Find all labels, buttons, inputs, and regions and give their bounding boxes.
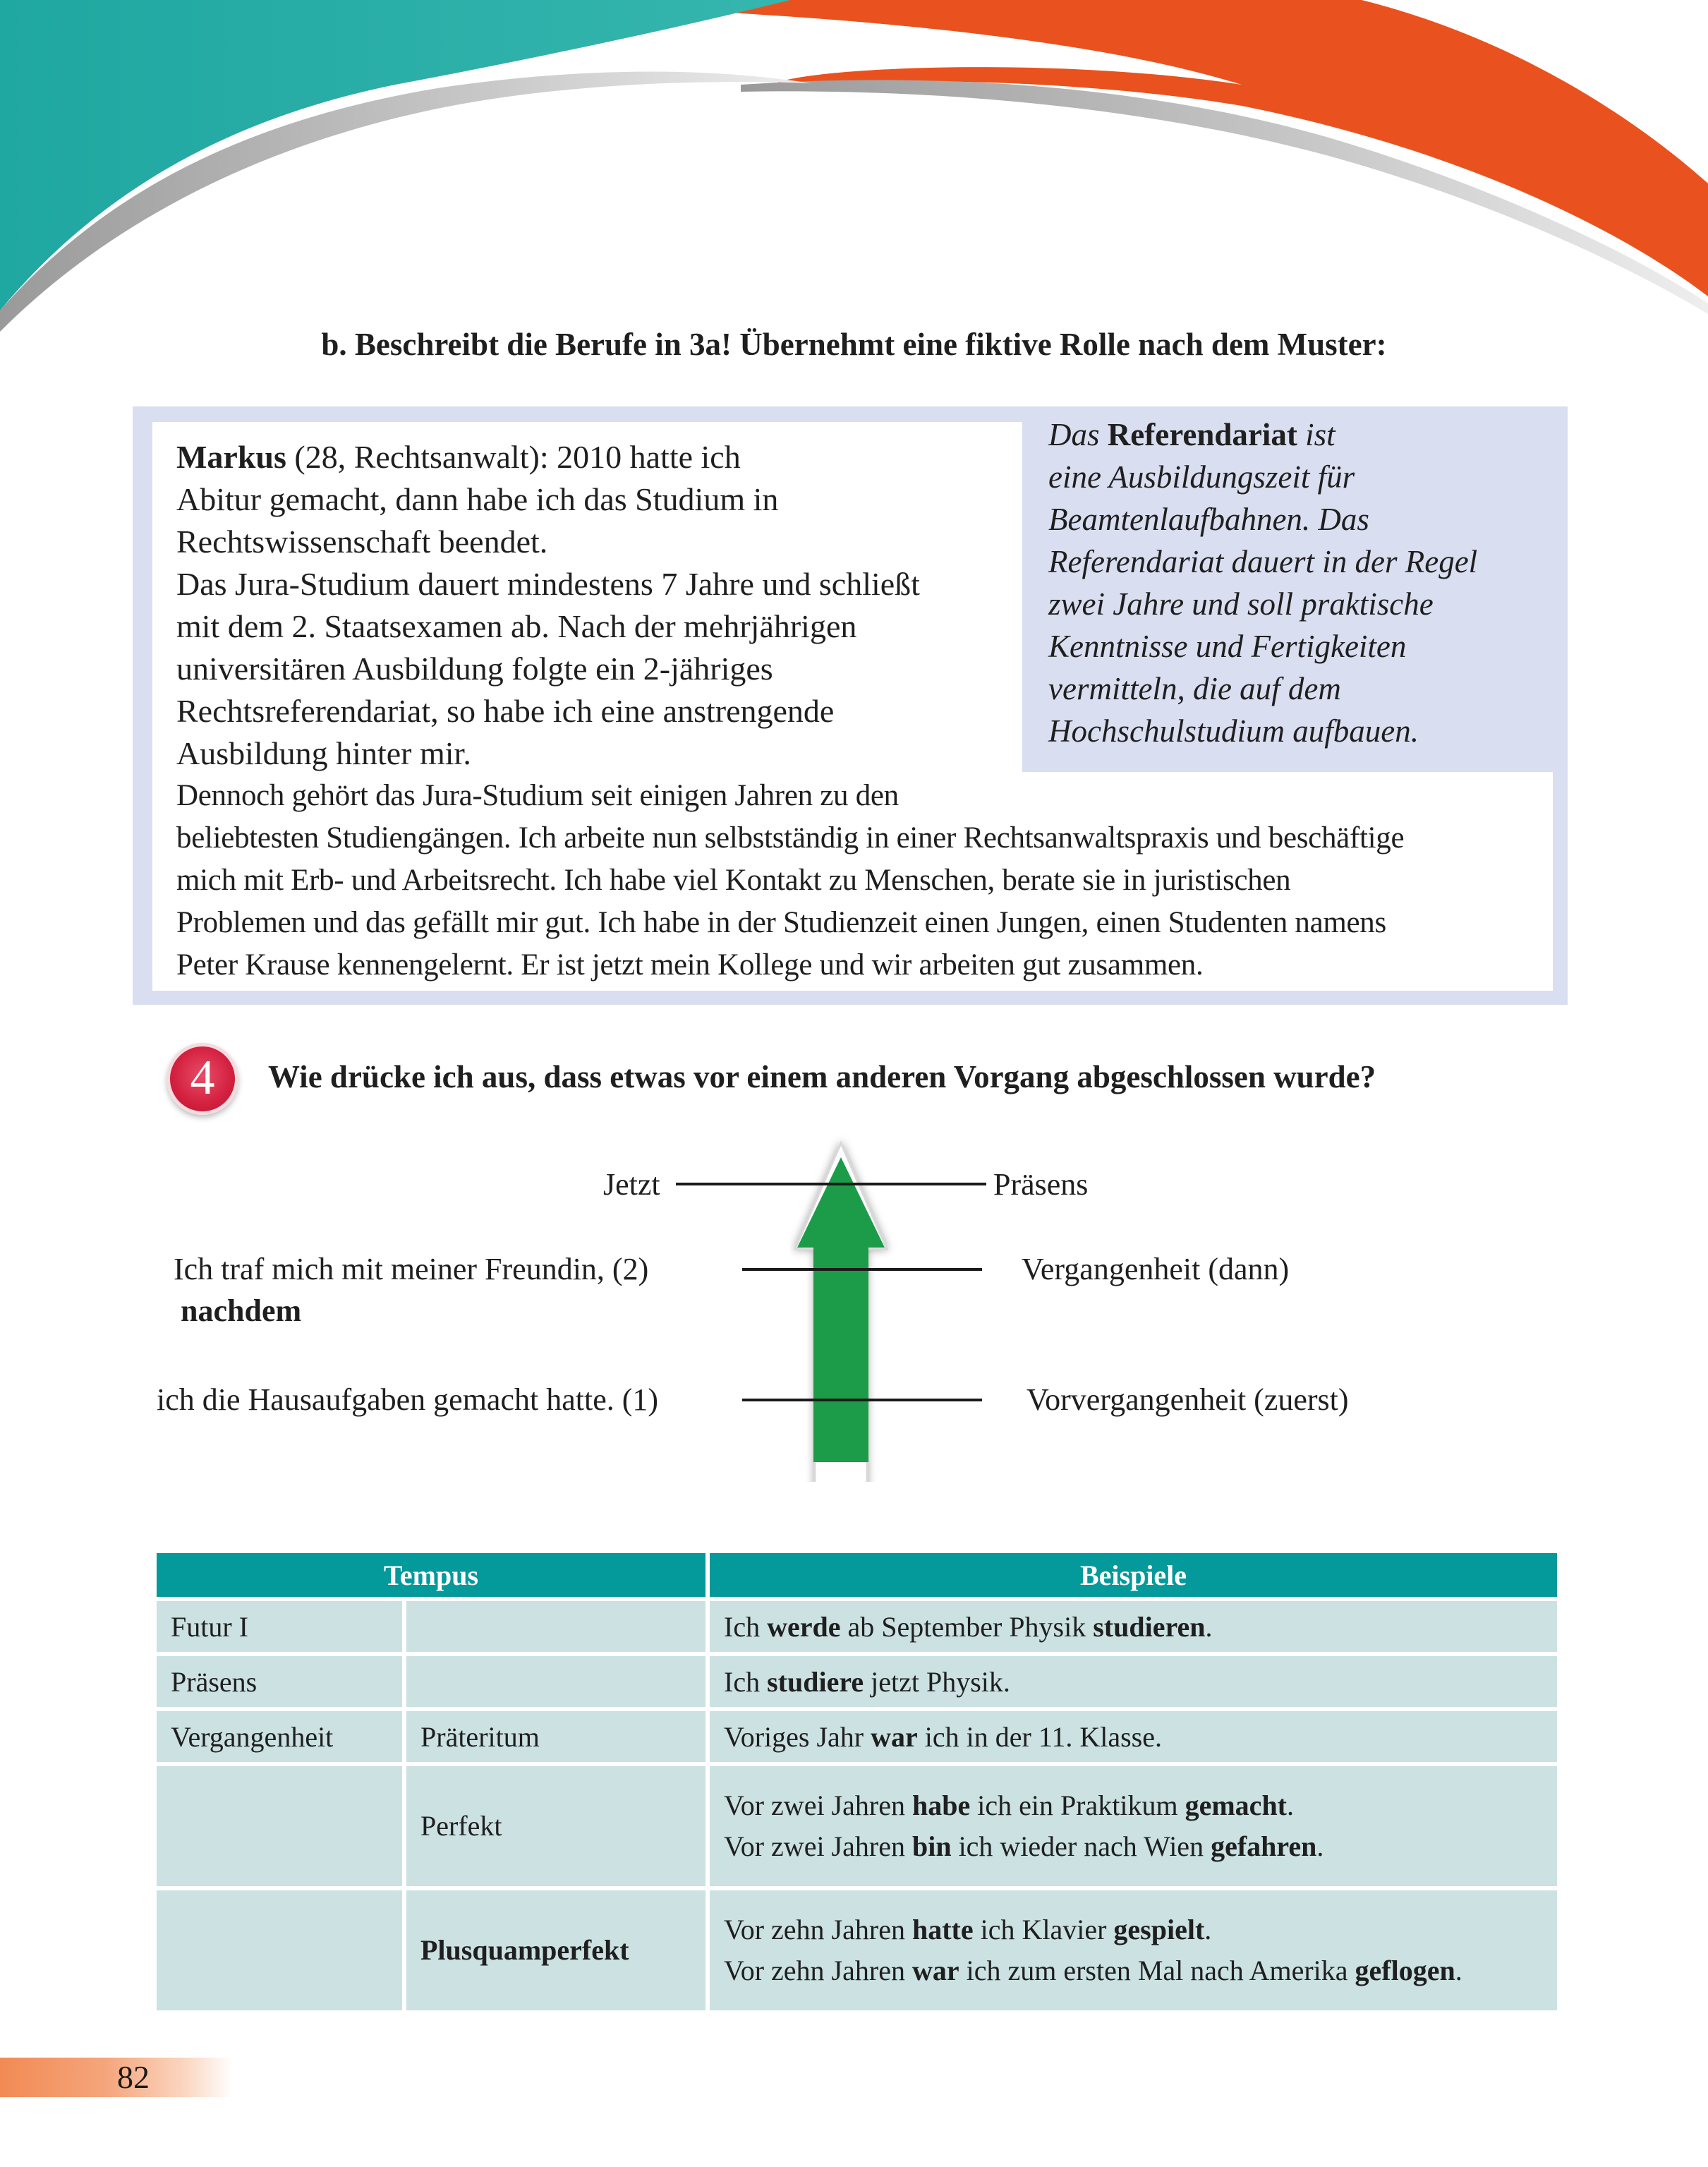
page-number-bar bbox=[0, 2058, 233, 2097]
example-sentence bbox=[724, 1720, 1543, 1753]
example-sentence bbox=[724, 1950, 1543, 1991]
example-text: . bbox=[1316, 1830, 1324, 1862]
example-sentence bbox=[724, 1826, 1543, 1867]
example-verb-form: hatte bbox=[911, 1914, 974, 1945]
example-verb-form: werde bbox=[767, 1610, 841, 1643]
example-cell bbox=[710, 1601, 1557, 1652]
header-decoration bbox=[0, 0, 1708, 332]
info-line: Kenntnisse und Fertigkeiten bbox=[1048, 629, 1407, 664]
info-line-1: Das Referendariat ist bbox=[1048, 417, 1335, 452]
example-text: ich in der 11. Klasse. bbox=[917, 1720, 1162, 1753]
info-line: Hochschulstudium aufbauen. bbox=[1048, 713, 1419, 749]
tense-cell: Plusquamperfekt bbox=[406, 1890, 705, 2010]
timeline-line-pluperfect bbox=[742, 1399, 982, 1401]
tempus-cell bbox=[157, 1890, 402, 2010]
table-row bbox=[157, 1766, 1557, 1886]
markus-line: Rechtsreferendariat, so habe ich eine anstrengende bbox=[176, 693, 835, 729]
table-row bbox=[157, 1656, 1557, 1707]
info-line: Referendariat dauert in der Regel bbox=[1048, 544, 1478, 579]
time-arrow bbox=[790, 1129, 917, 1482]
example-text: Voriges Jahr bbox=[724, 1720, 871, 1753]
label-praesens: Präsens bbox=[993, 1167, 1089, 1202]
example-sentence bbox=[724, 1909, 1543, 1950]
example-text: Ich bbox=[724, 1665, 768, 1698]
markus-line: Problemen und das gefällt mir gut. Ich habe in der Studienzeit einen Jungen, einen Studenten namens bbox=[176, 906, 1386, 939]
example-verb-form: gemacht bbox=[1185, 1789, 1288, 1821]
example-sentence bbox=[724, 1610, 1543, 1643]
example-text: ich wieder nach Wien bbox=[951, 1830, 1211, 1862]
example-text: Ich bbox=[724, 1610, 768, 1643]
example-text: . bbox=[1204, 1914, 1212, 1945]
markus-line: Rechtswissenschaft beendet. bbox=[176, 524, 548, 560]
exercise-number-badge: 4 bbox=[166, 1043, 238, 1115]
markus-line-1: Markus (28, Rechtsanwalt): 2010 hatte ich bbox=[176, 439, 741, 475]
table-row bbox=[157, 1711, 1557, 1762]
info-line: Beamtenlaufbahnen. Das bbox=[1048, 502, 1369, 537]
example-sentence-subclause: ich die Hausaufgaben gemacht hatte. (1) bbox=[157, 1382, 659, 1417]
example-text: Vor zwei Jahren bbox=[724, 1789, 912, 1821]
table-row bbox=[157, 1601, 1557, 1652]
table-row bbox=[157, 1890, 1557, 2010]
example-verb-form: geflogen bbox=[1355, 1955, 1455, 1986]
example-text: . bbox=[1205, 1610, 1213, 1643]
example-sentence bbox=[724, 1785, 1543, 1826]
tense-cell: Perfekt bbox=[406, 1766, 705, 1886]
timeline-line-past bbox=[742, 1268, 982, 1271]
page-number: 82 bbox=[117, 2059, 150, 2095]
referendariat-info-box bbox=[1048, 414, 1542, 752]
tense-cell: Präteritum bbox=[406, 1711, 705, 1762]
markus-line: universitären Ausbildung folgte ein 2-jähriges bbox=[176, 651, 773, 687]
markus-line: mit dem 2. Staatsexamen ab. Nach der mehrjährigen bbox=[176, 608, 857, 644]
example-text: jetzt Physik. bbox=[864, 1665, 1010, 1698]
example-text: ab September Physik bbox=[840, 1610, 1094, 1643]
table-header-row bbox=[157, 1553, 1557, 1597]
example-verb-form: bin bbox=[911, 1830, 952, 1862]
markus-line: mich mit Erb- und Arbeitsrecht. Ich habe viel Kontakt zu Menschen, berate sie in juristischen bbox=[176, 864, 1291, 897]
info-term: Referendariat bbox=[1107, 417, 1297, 452]
timeline-line-now bbox=[676, 1183, 986, 1185]
example-cell bbox=[710, 1766, 1557, 1886]
label-jetzt: Jetzt bbox=[603, 1167, 660, 1202]
markus-line: Dennoch gehört das Jura-Studium seit einigen Jahren zu den bbox=[176, 779, 899, 812]
markus-name: Markus bbox=[176, 439, 286, 475]
tempus-cell: Präsens bbox=[157, 1656, 402, 1707]
example-text: Vor zehn Jahren bbox=[724, 1914, 912, 1945]
markus-line: Das Jura-Studium dauert mindestens 7 Jahre und schließt bbox=[176, 566, 920, 602]
label-vergangenheit: Vergangenheit (dann) bbox=[1022, 1252, 1290, 1286]
tempus-cell: Futur I bbox=[157, 1601, 402, 1652]
example-text: . bbox=[1287, 1789, 1295, 1821]
example-cell bbox=[710, 1711, 1557, 1762]
example-text: . bbox=[1455, 1955, 1462, 1986]
example-sentence-main-clause: Ich traf mich mit meiner Freundin, (2) bbox=[174, 1252, 649, 1286]
tense-cell bbox=[406, 1601, 705, 1652]
example-verb-form: studiere bbox=[767, 1665, 864, 1698]
info-line: zwei Jahre und soll praktische bbox=[1048, 586, 1434, 622]
example-sentence bbox=[724, 1665, 1543, 1698]
markus-example-text-bottom bbox=[176, 775, 1545, 986]
example-cell bbox=[710, 1890, 1557, 2010]
info-line: eine Ausbildungszeit für bbox=[1048, 459, 1355, 495]
info-line: vermitteln, die auf dem bbox=[1048, 671, 1341, 706]
example-verb-form: gespielt bbox=[1113, 1914, 1205, 1945]
label-nachdem: nachdem bbox=[181, 1293, 302, 1328]
label-vorvergangenheit: Vorvergangenheit (zuerst) bbox=[1026, 1382, 1349, 1417]
markus-line: Peter Krause kennengelernt. Er ist jetzt mein Kollege und wir arbeiten gut zusammen. bbox=[176, 948, 1204, 982]
example-verb-form: studieren bbox=[1093, 1610, 1206, 1643]
example-verb-form: war bbox=[871, 1720, 918, 1753]
example-text: ich zum ersten Mal nach Amerika bbox=[959, 1955, 1355, 1986]
tempus-table bbox=[152, 1549, 1561, 2015]
tempus-cell: Vergangenheit bbox=[157, 1711, 402, 1762]
example-cell bbox=[710, 1656, 1557, 1707]
example-text: Vor zwei Jahren bbox=[724, 1830, 912, 1862]
task-b-instruction: b. Beschreibt die Berufe in 3a! Übernehmt eine fiktive Rolle nach dem Muster: bbox=[321, 327, 1387, 362]
header-beispiele: Beispiele bbox=[710, 1553, 1557, 1597]
example-text: ich ein Praktikum bbox=[970, 1789, 1185, 1821]
exercise-4-question: Wie drücke ich aus, dass etwas vor einem anderen Vorgang abgeschlossen wurde? bbox=[268, 1059, 1376, 1094]
markus-line: beliebtesten Studiengängen. Ich arbeite nun selbstständig in einer Rechtsanwaltspraxis und beschäftige bbox=[176, 821, 1405, 855]
markus-line: Abitur gemacht, dann habe ich das Studium in bbox=[176, 481, 779, 517]
example-verb-form: gefahren bbox=[1211, 1830, 1317, 1862]
tense-cell bbox=[406, 1656, 705, 1707]
tempus-cell bbox=[157, 1766, 402, 1886]
markus-line: Ausbildung hinter mir. bbox=[176, 735, 471, 771]
example-verb-form: habe bbox=[911, 1789, 971, 1821]
example-verb-form: war bbox=[911, 1955, 959, 1986]
example-text: ich Klavier bbox=[973, 1914, 1114, 1945]
header-tempus: Tempus bbox=[157, 1553, 705, 1597]
example-text: Vor zehn Jahren bbox=[724, 1955, 912, 1986]
